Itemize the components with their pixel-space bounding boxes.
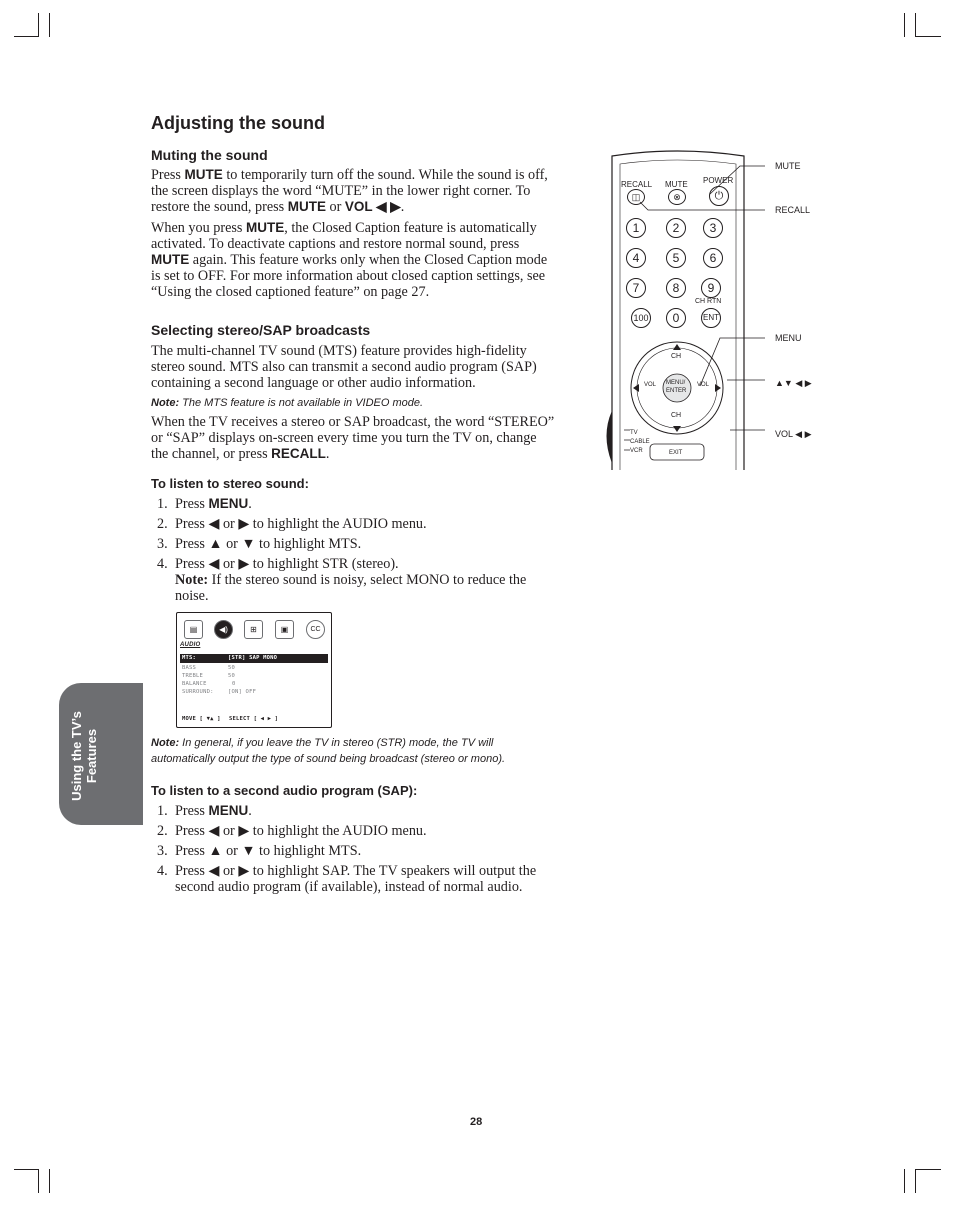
list-item — [157, 536, 547, 552]
vol-right-label: VOL — [697, 382, 710, 388]
step-text: Press ◀ or ▶ to highlight the AUDIO menu. — [175, 516, 427, 532]
callout-menu: MENU — [775, 333, 802, 343]
vcr-label: VCR — [630, 448, 643, 454]
step-number: 3. — [157, 536, 168, 552]
stereo-paragraph-1: The multi-channel TV sound (MTS) feature provides high-fidelity stereo sound. MTS also can transmit a second audio program (SAP) containing a second language or other audio information. — [151, 343, 537, 391]
vol-left-label: VOL — [644, 382, 657, 388]
sap-steps-list — [157, 803, 547, 899]
callout-recall: RECALL — [775, 205, 811, 215]
step-number: 1. — [157, 496, 168, 512]
muting-paragraph-2 — [151, 220, 556, 300]
crop-mark — [49, 1169, 50, 1193]
menu-enter-label: ENTER — [666, 388, 687, 394]
step-text: Press ◀ or ▶ to highlight the AUDIO menu. — [175, 823, 427, 839]
crop-mark — [14, 1169, 39, 1170]
subheading-listen-stereo: To listen to stereo sound: — [151, 476, 309, 491]
section-heading-muting: Muting the sound — [151, 147, 268, 163]
note-text: The MTS feature is not available in VIDEO mode. — [182, 397, 424, 409]
crop-mark — [916, 1169, 941, 1170]
muting-paragraph-1 — [151, 167, 556, 215]
menu-title: AUDIO — [180, 642, 201, 648]
vol-key: VOL ◀ ▶ — [344, 199, 401, 214]
audio-icon: ◀) — [214, 620, 233, 639]
text: again. This feature works only when the Closed Caption mode is set to OFF. For more information about closed caption settings, see “Using the closed captioned feature” on page 27. — [151, 252, 548, 300]
mts-note — [151, 395, 423, 411]
menu-row-value: [ON] OFF — [228, 689, 257, 695]
menu-row-value: 50 — [228, 673, 236, 679]
crop-mark — [915, 13, 916, 37]
power-button[interactable]: ⏻ — [709, 186, 729, 206]
text: to temporarily turn off the sound. While the sound is off, the screen displays the word “MUTE” in the lower right corner. To restore the sound, press — [151, 167, 548, 215]
text: or — [329, 199, 342, 215]
text: . — [325, 446, 330, 462]
step-number: 4. — [157, 863, 168, 879]
menu-row-value: 50 — [228, 665, 236, 671]
step-text: Press ◀ or ▶ to highlight SAP. The TV speakers will output the second audio program (if available), instead of normal audio. — [175, 863, 537, 895]
note-label: Note: — [151, 397, 180, 409]
mute-key: MUTE — [245, 220, 285, 235]
list-item — [157, 863, 547, 895]
step-number: 2. — [157, 516, 168, 532]
crop-mark — [915, 1169, 916, 1193]
recall-label: RECALL — [621, 180, 653, 189]
step-text: Press ▲ or ▼ to highlight MTS. — [175, 536, 362, 552]
side-tab-text: Using the TV’s Features — [69, 711, 99, 801]
list-item — [157, 843, 547, 859]
menu-row-value: [STR] SAP MONO — [228, 655, 278, 661]
key-1[interactable]: 1 — [626, 218, 646, 238]
mute-key: MUTE — [184, 167, 223, 182]
key-6[interactable]: 6 — [703, 248, 723, 268]
recall-key: RECALL — [271, 446, 326, 461]
tv-label: TV — [630, 430, 638, 436]
power-label: POWER — [703, 176, 734, 185]
menu-row-label: SURROUND: — [182, 689, 214, 695]
note-label: Note: — [151, 737, 180, 749]
key-7[interactable]: 7 — [626, 278, 646, 298]
stereo-steps-list — [157, 496, 547, 608]
callout-mute: MUTE — [775, 161, 801, 171]
page-title: Adjusting the sound — [151, 113, 325, 133]
crop-mark — [49, 13, 50, 37]
menu-footer-move: MOVE [ ▼▲ ] — [182, 716, 221, 722]
key-0[interactable]: 0 — [666, 308, 686, 328]
text: Press — [175, 803, 205, 819]
crop-mark — [904, 1169, 905, 1193]
menu-key: MENU — [208, 803, 249, 818]
text: . — [248, 803, 252, 819]
menu-row-label: BALANCE — [182, 681, 207, 687]
step-number: 3. — [157, 843, 168, 859]
stereo-paragraph-2 — [151, 414, 556, 462]
mute-key: MUTE — [287, 199, 326, 214]
list-item — [157, 803, 547, 819]
note-label: Note: — [175, 572, 209, 588]
menu-row-value: 0 — [232, 681, 236, 687]
text: Press — [175, 496, 205, 512]
cable-label: CABLE — [630, 439, 650, 445]
key-5[interactable]: 5 — [666, 248, 686, 268]
crop-mark — [38, 13, 39, 37]
step-number: 4. — [157, 556, 168, 572]
setup-icon: ⊞ — [244, 620, 263, 639]
callout-arrows: ▲▼ ◀ ▶ — [775, 378, 812, 388]
text: Press — [151, 167, 181, 183]
ch-down-label: CH — [671, 412, 682, 419]
text: . — [400, 199, 405, 215]
step-text: Press ▲ or ▼ to highlight MTS. — [175, 843, 362, 859]
page-number: 28 — [470, 1116, 483, 1128]
audio-menu-screen — [176, 612, 332, 728]
menu-enter-label: MENU/ — [666, 380, 686, 386]
note-text: In general, if you leave the TV in stereo (STR) mode, the TV will automatically output the type of sound being broadcast (stereo or mono). — [151, 737, 506, 765]
key-4[interactable]: 4 — [626, 248, 646, 268]
list-item — [157, 556, 547, 604]
ch-rtn-label: CH RTN — [695, 298, 722, 305]
mute-button[interactable]: ⊗ — [668, 189, 686, 205]
side-tab-label — [59, 683, 143, 825]
crop-mark — [14, 36, 39, 37]
menu-key: MENU — [208, 496, 249, 511]
mute-label: MUTE — [665, 180, 688, 189]
cc-icon: CC — [306, 620, 325, 639]
exit-label: EXIT — [669, 450, 683, 456]
recall-button[interactable]: ◫ — [627, 189, 645, 205]
key-8[interactable]: 8 — [666, 278, 686, 298]
menu-footer-select: SELECT [ ◀ ▶ ] — [229, 716, 279, 722]
text: When you press — [151, 220, 243, 236]
crop-mark — [916, 36, 941, 37]
mute-key: MUTE — [151, 252, 190, 267]
key-2[interactable]: 2 — [666, 218, 686, 238]
section-heading-stereo: Selecting stereo/SAP broadcasts — [151, 322, 371, 338]
list-item — [157, 823, 547, 839]
step-number: 1. — [157, 803, 168, 819]
menu-row-label: TREBLE — [182, 673, 204, 679]
ent-button[interactable]: ENT — [701, 308, 721, 328]
theater-icon: ▣ — [275, 620, 294, 639]
list-item — [157, 516, 547, 532]
text: When the TV receives a stereo or SAP broadcast, the word “STEREO” or “SAP” displays on-screen every time you turn the TV on, change the channel, or press — [151, 414, 555, 462]
list-item — [157, 496, 547, 512]
note-text: If the stereo sound is noisy, select MONO to reduce the noise. — [175, 572, 527, 604]
step-text: Press ◀ or ▶ to highlight STR (stereo). — [175, 556, 399, 572]
text: , the Closed Caption feature is automatically activated. To deactivate captions and restore normal sound, press — [151, 220, 537, 252]
subheading-listen-sap: To listen to a second audio program (SAP): — [151, 783, 418, 798]
crop-mark — [38, 1169, 39, 1193]
callout-vol: VOL ◀ ▶ — [775, 429, 812, 439]
picture-icon: ▤ — [184, 620, 203, 639]
text: . — [248, 496, 252, 512]
ch-up-label: CH — [671, 353, 682, 360]
key-3[interactable]: 3 — [703, 218, 723, 238]
key-100[interactable]: 100 — [631, 308, 651, 328]
menu-row-label: BASS — [182, 665, 197, 671]
step-number: 2. — [157, 823, 168, 839]
menu-row-label: MTS: — [182, 655, 197, 661]
crop-mark — [904, 13, 905, 37]
stereo-mode-note — [151, 735, 551, 767]
key-9[interactable]: 9 — [701, 278, 721, 298]
